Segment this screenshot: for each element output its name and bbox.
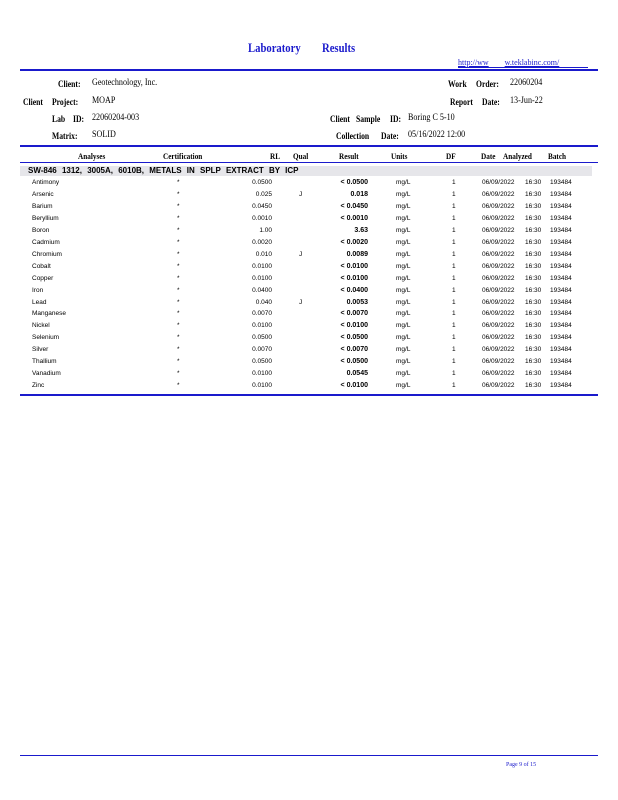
col-rl: RL [270,151,281,161]
result-value: 0.0545 [346,370,368,378]
units: mg/L [396,250,411,258]
units: mg/L [396,322,411,330]
reporting-limit: 0.0070 [252,346,272,354]
result-value: 0.0053 [346,298,368,306]
analyzed-time: 16:30 [525,202,542,210]
analyzed-date: 06/09/2022 [482,190,515,198]
certification: * [177,298,180,306]
certification: * [177,334,180,342]
analyzed-date: 06/09/2022 [482,298,515,306]
dilution-factor: 1 [452,346,456,354]
reporting-limit: 0.025 [255,190,272,198]
result-value: < 0.0400 [340,286,368,294]
analyzed-date: 06/09/2022 [482,346,515,354]
batch-number: 193484 [550,214,572,222]
batch-number: 193484 [550,322,572,330]
report-title-results: Results [322,40,356,55]
analyte-name: Copper [32,274,54,282]
certification: * [177,322,180,330]
analyzed-date: 06/09/2022 [482,238,515,246]
batch-number: 193484 [550,298,572,306]
col-units: Units [391,151,408,161]
table-row [20,201,598,213]
batch-number: 193484 [550,190,572,198]
dilution-factor: 1 [452,298,456,306]
reporting-limit: 0.0500 [252,358,272,366]
url-part-1[interactable]: http://ww [458,58,489,67]
analyzed-date: 06/09/2022 [482,310,515,318]
table-row [20,261,598,273]
method-label: SW-846 1312, 3005A, 6010B, METALS IN SPLP EXTRACT BY ICP [28,166,299,175]
certification: * [177,310,180,318]
dilution-factor: 1 [452,238,456,246]
report-title-laboratory: Laboratory [248,40,301,55]
result-value: < 0.0100 [340,274,368,282]
client-project-label-a: Client [23,97,43,107]
client-sample-value: Boring C 5-10 [408,113,455,123]
analyzed-time: 16:30 [525,226,542,234]
batch-number: 193484 [550,250,572,258]
analyzed-time: 16:30 [525,346,542,354]
units: mg/L [396,286,411,294]
analyzed-date: 06/09/2022 [482,202,515,210]
dilution-factor: 1 [452,262,456,270]
analyzed-time: 16:30 [525,274,542,282]
dilution-factor: 1 [452,250,456,258]
dilution-factor: 1 [452,274,456,282]
result-value: < 0.0100 [340,262,368,270]
report-date-label-b: Date: [482,97,500,107]
analyzed-time: 16:30 [525,190,542,198]
units: mg/L [396,226,411,234]
analyzed-time: 16:30 [525,322,542,330]
lab-id-value: 22060204-003 [92,113,140,123]
table-row [20,380,598,392]
col-date: Date [481,151,496,161]
dilution-factor: 1 [452,202,456,210]
dilution-factor: 1 [452,334,456,342]
analyte-name: Zinc [32,382,45,390]
analyte-name: Cadmium [32,238,60,246]
result-value: < 0.0500 [340,179,368,186]
col-result: Result [339,151,359,161]
analyzed-time: 16:30 [525,250,542,258]
result-value: < 0.0070 [340,346,368,354]
table-row [20,225,598,237]
batch-number: 193484 [550,370,572,378]
units: mg/L [396,334,411,342]
batch-number: 193484 [550,274,572,282]
table-row [20,237,598,249]
analyzed-time: 16:30 [525,238,542,246]
units: mg/L [396,190,411,198]
dilution-factor: 1 [452,310,456,318]
batch-number: 193484 [550,179,572,186]
certification: * [177,382,180,390]
analyte-name: Arsenic [32,190,54,198]
analyte-name: Iron [32,286,44,294]
table-row [20,368,598,380]
analyzed-date: 06/09/2022 [482,370,515,378]
matrix-value: SOLID [92,130,116,140]
col-analyses: Analyses [78,151,106,161]
certification: * [177,214,180,222]
table-row [20,273,598,285]
certification: * [177,202,180,210]
result-value: < 0.0500 [340,358,368,366]
dilution-factor: 1 [452,322,456,330]
result-value: < 0.0100 [340,322,368,330]
header-rule-middle [20,145,598,147]
units: mg/L [396,238,411,246]
result-value: < 0.0010 [340,214,368,222]
units: mg/L [396,358,411,366]
certification: * [177,370,180,378]
table-rule-bottom [20,394,598,396]
client-sample-label-c: ID: [390,114,402,124]
batch-number: 193484 [550,310,572,318]
client-project-label-b: Project: [52,97,79,107]
table-row [20,320,598,332]
col-analyzed: Analyzed [503,151,532,161]
matrix-label: Matrix: [52,131,78,141]
collection-date-value: 05/16/2022 12:00 [408,130,466,140]
project-value: MOAP [92,96,116,106]
report-date-value: 13-Jun-22 [510,96,543,106]
table-row [20,297,598,309]
units: mg/L [396,310,411,318]
certification: * [177,226,180,234]
analyzed-date: 06/09/2022 [482,179,515,186]
dilution-factor: 1 [452,382,456,390]
client-sample-label-a: Client [330,114,350,124]
batch-number: 193484 [550,334,572,342]
units: mg/L [396,346,411,354]
analyzed-time: 16:30 [525,334,542,342]
collection-date-label-a: Collection [336,131,370,141]
analyte-name: Barium [32,202,53,210]
reporting-limit: 0.0010 [252,214,272,222]
batch-number: 193484 [550,358,572,366]
reporting-limit: 0.0070 [252,310,272,318]
analyzed-date: 06/09/2022 [482,334,515,342]
table-row [20,308,598,320]
certification: * [177,286,180,294]
table-row [20,189,598,201]
reporting-limit: 0.0100 [252,262,272,270]
reporting-limit: 1.00 [259,226,272,234]
batch-number: 193484 [550,286,572,294]
client-label: Client: [58,79,81,89]
table-row [20,356,598,368]
certification: * [177,274,180,282]
table-row [20,213,598,225]
units: mg/L [396,370,411,378]
result-value: 3.63 [354,226,368,234]
analyzed-time: 16:30 [525,370,542,378]
table-row [20,177,598,189]
lab-id-label-a: Lab [52,114,66,124]
col-df: DF [446,151,456,161]
header-rule-top [20,69,598,71]
analyzed-date: 06/09/2022 [482,274,515,282]
footer-rule [20,755,598,756]
analyte-name: Nickel [32,322,50,330]
client-value: Geotechnology, Inc. [92,78,158,88]
analyzed-time: 16:30 [525,262,542,270]
report-date-label-a: Report [450,97,473,107]
analyzed-date: 06/09/2022 [482,322,515,330]
table-row [20,332,598,344]
analyte-name: Beryllium [32,214,59,222]
lab-website-link[interactable] [458,58,559,67]
qualifier: J [299,190,303,198]
batch-number: 193484 [550,346,572,354]
header-rule-bottom [20,162,598,163]
dilution-factor: 1 [452,226,456,234]
certification: * [177,179,180,186]
reporting-limit: 0.0500 [252,179,272,186]
analyzed-time: 16:30 [525,286,542,294]
dilution-factor: 1 [452,214,456,222]
analyte-name: Selenium [32,334,60,342]
reporting-limit: 0.0400 [252,286,272,294]
client-sample-label-b: Sample [356,114,381,124]
dilution-factor: 1 [452,179,456,186]
result-value: < 0.0450 [340,202,368,210]
table-row [20,344,598,356]
analyte-name: Manganese [32,310,66,318]
col-batch: Batch [548,151,567,161]
analyte-name: Cobalt [32,262,51,270]
certification: * [177,238,180,246]
dilution-factor: 1 [452,358,456,366]
analyzed-date: 06/09/2022 [482,382,515,390]
analyzed-time: 16:30 [525,214,542,222]
reporting-limit: 0.0100 [252,370,272,378]
analyte-name: Chromium [32,250,62,258]
dilution-factor: 1 [452,286,456,294]
units: mg/L [396,382,411,390]
certification: * [177,358,180,366]
reporting-limit: 0.0100 [252,382,272,390]
certification: * [177,190,180,198]
analyte-name: Thallium [32,358,57,366]
analyzed-date: 06/09/2022 [482,262,515,270]
batch-number: 193484 [550,202,572,210]
analyzed-date: 06/09/2022 [482,214,515,222]
work-order-value: 22060204 [510,78,543,88]
certification: * [177,250,180,258]
analyte-name: Antimony [32,179,60,186]
units: mg/L [396,202,411,210]
analyzed-date: 06/09/2022 [482,226,515,234]
qualifier: J [299,250,303,258]
col-certification: Certification [163,151,203,161]
analyte-name: Lead [32,298,47,306]
batch-number: 193484 [550,382,572,390]
batch-number: 193484 [550,262,572,270]
units: mg/L [396,262,411,270]
reporting-limit: 0.040 [255,298,272,306]
qualifier: J [299,298,303,306]
batch-number: 193484 [550,238,572,246]
analyzed-time: 16:30 [525,358,542,366]
analyzed-date: 06/09/2022 [482,358,515,366]
certification: * [177,346,180,354]
reporting-limit: 0.0100 [252,322,272,330]
collection-date-label-b: Date: [381,131,399,141]
dilution-factor: 1 [452,370,456,378]
analyzed-time: 16:30 [525,298,542,306]
page-number: Page 9 of 15 [506,762,537,768]
dilution-factor: 1 [452,190,456,198]
table-row [20,285,598,297]
reporting-limit: 0.0450 [252,202,272,210]
analyzed-date: 06/09/2022 [482,250,515,258]
result-value: < 0.0020 [340,238,368,246]
reporting-limit: 0.0100 [252,274,272,282]
units: mg/L [396,298,411,306]
analyte-name: Silver [32,346,49,354]
analyte-name: Boron [32,226,50,234]
lab-id-label-b: ID: [73,114,85,124]
result-value: < 0.0070 [340,310,368,318]
analyzed-date: 06/09/2022 [482,286,515,294]
url-part-2[interactable]: w.teklabinc.com/ [504,58,560,67]
analyte-name: Vanadium [32,370,61,378]
reporting-limit: 0.0500 [252,334,272,342]
col-qual: Qual [293,151,309,161]
certification: * [177,262,180,270]
units: mg/L [396,274,411,282]
result-value: 0.018 [350,190,368,198]
work-order-label-a: Work [448,79,467,89]
units: mg/L [396,214,411,222]
result-value: 0.0089 [346,250,368,258]
analyzed-time: 16:30 [525,382,542,390]
analyzed-time: 16:30 [525,310,542,318]
units: mg/L [396,179,411,186]
table-row [20,249,598,261]
url-underline [458,67,588,68]
work-order-label-b: Order: [476,79,499,89]
result-value: < 0.0100 [340,382,368,390]
analyzed-time: 16:30 [525,179,542,186]
batch-number: 193484 [550,226,572,234]
result-value: < 0.0500 [340,334,368,342]
reporting-limit: 0.010 [255,250,272,258]
reporting-limit: 0.0020 [252,238,272,246]
